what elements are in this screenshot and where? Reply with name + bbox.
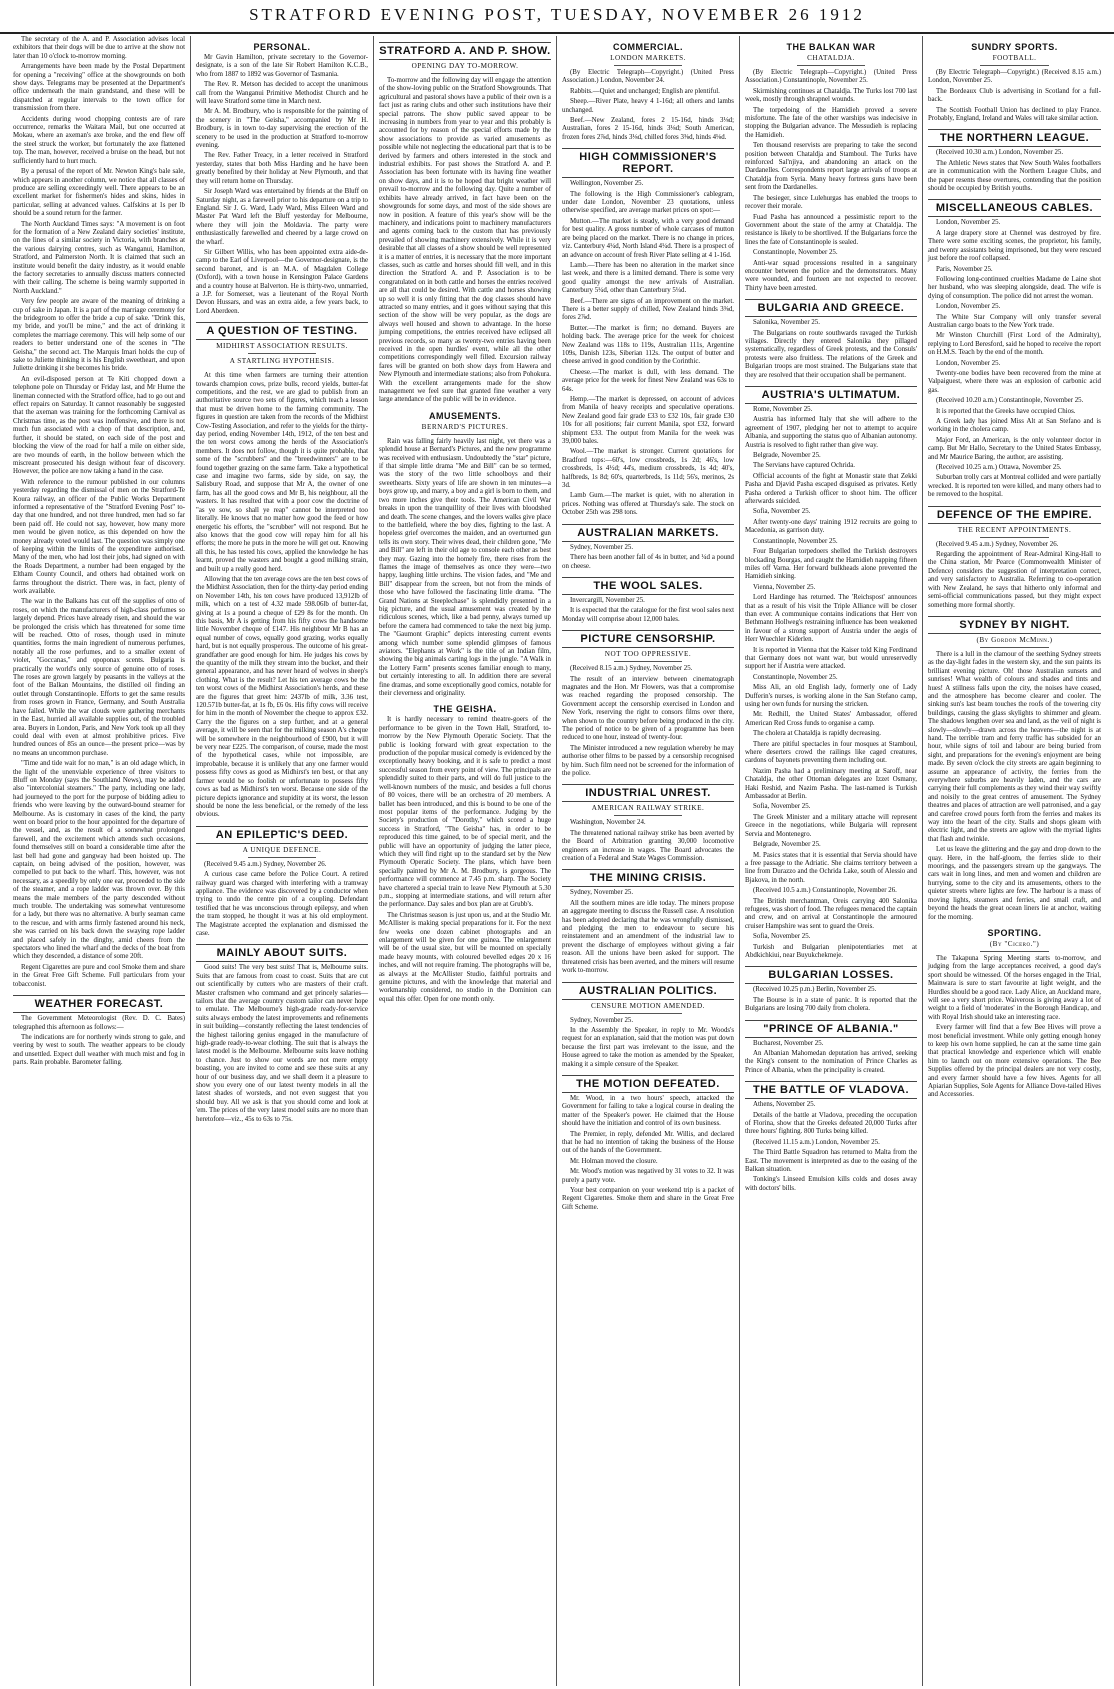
article	[928, 129, 1101, 193]
article-paragraph: The Servians have captured Ochrida.	[753, 462, 855, 470]
article-paragraph: The following is the High Commissioner's cablegram, under date London, November 23 quotations, unless otherwise specified, are average market prices on spot:—	[562, 190, 734, 215]
article-headline: AUSTRIA'S ULTIMATUM.	[745, 386, 917, 404]
article	[745, 42, 917, 293]
divider	[980, 65, 1049, 66]
masthead	[0, 0, 1114, 34]
article-paragraph: Sydney, November 25.	[570, 1016, 634, 1024]
article-paragraph: Allowing that the ten average cows are the ten best cows of the Midhirst Association, then for the thirty-day period ending on November 14th, his ten cows have produced 13,912lb of milk, which on a test of 4.32 made 598.06lb of butter-fat, giving at 1s a pound a cheque of £29 8s for the month. On this basis, Mr A is getting from his fifty cows the handsome little November cheque of £147. His neighbour Mr B has an equal number of cows, equally good grazing, works equally hard, but is not equally prosperous. The outcome of his great-grandfather are good enough for him. He judges his cows by the quantity of the milk they stream into the bucket, and their general appearance, and has never heard of wolves in sheep's clothing. What is the result? Let his ten average cows be the ten worst cows of the Midhirst Association's herds, and these are the figures that greet him: 2437lb of milk, 3.36 test, 120.571b butter-fat, at 1s fb, £6 0s. His fifty cows will receive for him in the month of November the cheque to approx £32. Carry the the figures on a step further, and at a general average, it will be seen that for the milking season A's cheque will be somewhere in the neighbourhood of £900, but it will be very near £225. The comparison, of course, made the most of the hypothetical cases, while not impossible, are improbable, because it is unlikely that any one farmer would possess fifty cows as good as Midhirst's ten best, or that any farmer would be so foolish or unfortunate to possess fifty cows as bad as Midhirst's ten worst. Because one side of the picture depicts ignorance and stupidity at its worst, the lesson should be none the less beneficial, or the remedy of the less obvious.	[196, 575, 368, 819]
article	[379, 704, 551, 1004]
article-paragraph: After twenty-one days' training 1912 recruits are going to Macedonia, as garrison duty.	[745, 518, 917, 535]
article-paragraph: Invercargill, November 25.	[570, 596, 645, 604]
article-subheading: CENSURE MOTION AMENDED.	[591, 1001, 705, 1010]
article-paragraph: Fuad Pasha has announced a pessimistic report to the Government about the state of the army at Chataldja. The resistance is likely to be shortlived. If the Bulgarians force the lines the fate of Constantinople is sealed.	[745, 213, 917, 246]
article-headline: A QUESTION OF TESTING.	[196, 322, 368, 340]
article-paragraph: Butter.—The market is firm; no demand. Buyers are holding back. The average price for the week for choicest New Zealand was 118s to 119s, Australian 111s, Argentine 109s, Danish 123s, Siberian 112s. The output of butter and cheese arrived in good condition by the Corinthic.	[562, 324, 734, 366]
article-headline: SYDNEY BY NIGHT.	[928, 616, 1101, 634]
article-paragraph: Lamb Gum.—The market is quiet, with no alteration in prices. Nothing was offered at Thursday's sale. The stock on October 25th was 298 tons.	[562, 492, 734, 517]
article-paragraph: The secretary of the A. and P. Association advises local exhibitors that their dogs will be due to arrive at the show not later than 10 o'clock to-morrow morning.	[13, 36, 185, 60]
article-headline: COMMERCIAL.	[613, 42, 683, 52]
article-paragraph: Washington, November 24.	[570, 819, 646, 827]
article-paragraph: (Received 8.15 a.m.) Sydney, November 25.	[570, 665, 693, 673]
article-paragraph: To-morrow and the following day will engage the attention of the show-loving public on the Stratford Showgrounds. That agricultural and pastoral shows have a public of their own is a fact just as raring clubs and other such institutions have their special patrons. The show public saved appear to be increasing in numbers from year to year and this probably is accounted for by reason of the special efforts made by the show associations to provide as varied amusements as possible while not neglecting the educational part that is to be derived by farmers and others interested in the stock and industrial exhibits. For past shows the Stratford A. and P. Association has been fortunate with its having fine weather on show days, and it is to be hoped that bright weather will prevail to-morrow and the following day. Quite a number of exhibits have already arrived, in fact have been on the showgrounds for some days, and most of the side shows are now in position. A feature of this year's show will be the machinery, and indications point to machinery manufacturers and agents coming back to the custom that has previously prevailed of showing machinery extensively. While it is very desirable that all classes of a show should be well represented it is a matter of entries, it is necessary that the more important classes, such as cattle and horses should fill well, and in this direction the Stratford A. and P. Association is to be congratulated on in both cattle and horses the entries received are all that could be desired. With cattle and horses showing up so well it is only fitting that the dog classes should have attracted so many entries, and it goes without saying that this section of the show will be very popular, as the dogs are always well housed and shown to advantage. In the horse jumping competitions, the entries received have eclipsed all previous records, so many as twenty-two entries having been received in the open hurdles' event, while all the other competitions correspondingly well filled. Excursion railway fares will be granted on both show days from Hawera and New Plymouth and intermediate stations; also from Pohokura. With the excellent arrangements made for the show management we feel sure that granted fine weather a very large attendance of the public will be in evidence.	[379, 77, 551, 404]
article	[928, 616, 1101, 922]
article-paragraph: The Minister introduced a new regulation whereby he may authorise other films to be passed by a censorship recognised by him. Such film need not be screened for the information of the police.	[562, 744, 734, 777]
article-paragraph: London, November 25.	[936, 303, 1001, 311]
article-paragraph: Arrangements have been made by the Postal Department for opening a "receiving" office at the showgrounds on both show days. Telegrams may be presented at the Department's office underneath the main grandstand, and these will be dispatched at regular intervals to the town office for transmission from there.	[13, 63, 185, 113]
divider	[248, 857, 317, 858]
article-paragraph: Vienna, November 25.	[753, 583, 816, 591]
article	[196, 944, 368, 1124]
article-paragraph: "Time and tide wait for no man," is an old adage which, in the light of the unenviable experience of three visitors to Bluff on Monday (says the Southland News), may be added also "intercolonial steamers." The party, including one lady, had journeyed to the port for the purpose of bidding adieu to friends who were leaving by the outward-bound steamer for Melbourne. As is customary in cases of the kind, the party went on board prior to the hour appointed for the departure of the vessel, and, as the result of a somewhat prolonged farewell, and the excitement which attends such occasions, found themselves still on board a considerable time after the last bell had gone and gangway had been hoisted up. The captain, on being advised of the position, however, was compelled to put back to the wharf. This, however, was not necessary, as a speedily by only one ear, proceeded to the side of the steamer, and a rope ladder was thrown over. By this means the male members of the party descended without much trouble. The undertaking was somewhat venturesome for a lady, but there was no alternative. A burly seaman came to the rescue, and with arms firmly fastened around his neck, she was carried on his back down the swaying rope ladder and placed safely in the dinghy, amid cheers from the spectators who lined the wharf and the decks of the boat from which they descended, a distance of some 20ft.	[13, 760, 185, 961]
article-paragraph: Lamb.—There has been no alteration in the market since last week, and there is a limited demand. There is some very good quality amongst the new arrivals of Australian. Canterbury 5¼d, other than Canterbury 5¼d.	[562, 261, 734, 295]
article-paragraph: (Received 10.5 a.m.) Constantinople, November 26.	[753, 887, 897, 895]
article-headline: THE MOTION DEFEATED.	[562, 1075, 734, 1093]
divider	[614, 65, 683, 66]
article-subheading: OPENING DAY TO-MORROW.	[411, 62, 519, 70]
article-headline: HIGH COMMISSIONER'S REPORT.	[562, 148, 734, 178]
article-headline: THE WOOL SALES.	[562, 577, 734, 595]
article-paragraph: Sofia, November 25.	[753, 508, 811, 516]
divider	[614, 661, 683, 662]
article	[562, 148, 734, 517]
article-subheading: (By Gordon McMinn.)	[976, 635, 1053, 644]
article-paragraph: M. Pasics states that it is essential that Servia should have a free passage to the Adriatic. She claims territory between a line from Durazzo and the Ochrida Lake, south of Alessio and Bjakova, in the north.	[745, 851, 917, 884]
article-paragraph: Ten thousand reservists are preparing to take the second position between Chataldja and Stamboul. The Turks have reinforced Sal'njiya, and abandoning an attack on the Dardanelles. Correspondents report large arrivals of troops at Chataldja from Syria. Many heavy fortress guns have been sent from the Dardanelles.	[745, 142, 917, 192]
article-paragraph: Following long-continued cruelties Madame de Laine shot her husband, who was sleeping alongside, dead. The wife is dying of consumption. The police did not arrest the woman.	[928, 275, 1101, 300]
article	[928, 199, 1101, 499]
divider	[614, 1013, 683, 1014]
article-paragraph: The North Auckland Times says: "A movement is on foot for the formation of a New Zealand dairy societies' institute, on the lines of a similar society in Victoria, with branches at the various dairying centres, such as Wanganui, Hamilton, Stratford, and Palmerston North. It is claimed that such an institute would benefit the dairy industry, as it would enable the factory secretaries to annually discuss matters connected with their calling. The scheme is being warmly supported in North Auckland."	[13, 220, 185, 295]
article-paragraph: Official accounts of the fight at Monastir state that Zekki Pasha and Djavid Pasha escaped disguised as privates. Ketly Pasha ordered a Turkish officer to shoot him. The officer afterwards suicided.	[745, 472, 917, 506]
article-paragraph: Constantinople, November 25.	[753, 537, 838, 545]
article-paragraph: There has been another fall of 4s in butter, and ¼d a pound on cheese.	[562, 554, 734, 570]
article-paragraph: The Bourse is in a state of panic. It is reported that the Bulgarians are losing 700 daily from cholera.	[745, 996, 917, 1013]
article-headline: THE GEISHA.	[433, 704, 497, 715]
article	[379, 42, 551, 405]
article-headline: AUSTRALIAN MARKETS.	[562, 524, 734, 542]
article-subheading: AMERICAN RAILWAY STRIKE.	[591, 804, 705, 813]
article	[13, 36, 185, 989]
article-headline: BULGARIAN LOSSES.	[745, 966, 917, 984]
divider	[980, 537, 1049, 538]
article-paragraph: Mutton.—The market is steady, with a very good demand for best quality. A gross number of whole carcases of mutton are being placed on the market. There is no change in prices, viz. Canterbury 4¼d, North Island 4¼d. There is a prospect of an advance on account of fresh River Plate selling at 4 1-16d.	[562, 217, 734, 259]
article-paragraph: There are pitiful spectacles in four mosques at Stamboul, where deserters crowd the railings like caged creatures, cardons of bayonets preventing them including out.	[745, 740, 917, 765]
article-paragraph: Miss Ali, an old English lady, formerly one of Lady Dufferin's nurses, is working alone in the San Stefano camp, using her own funds for nursing the stricken.	[745, 684, 917, 708]
article	[196, 42, 368, 316]
article	[562, 982, 734, 1069]
article	[562, 577, 734, 624]
article-paragraph: Mr. Wood's motion was negatived by 31 votes to 32. It was purely a party vote.	[562, 1168, 734, 1184]
article-paragraph: Anti-war squad processions resulted in a sanguinary encounter between the police and the demonstrators. Many were wounded, and fourteen are not expected to recover. Thirty have been arrested.	[745, 259, 917, 292]
article-paragraph: Belgrade, November 25.	[753, 841, 821, 849]
article-paragraph: At this time when farmers are turning their attention towards champion cows, prize bulls, record yields, butter-fat competitions, and the rest, we are glad to publish from an authoritative source two sets of figures, which teach a lesson that must be driven home to the farming community. The figures in question are taken from the records of the Midhirst Cow-Testing Association, and refer to the yields for the thirty-day period, ending November 14th, 1912, of the ten best and the ten worst cows among the herds of the Association's members. It does not follow, though it is quite probable, that some of the "scrubbers" and the "breedwinners" are to be found together grazing on the same farm. Take a hypothetical case and imagine two farms, side by side, on say, the Salisbury Road, and suppose that Mr A, the owner of one farm, has all the good cows and Mr B, his neighbour, all the wasters. It has resulted that with a poor cow the doctrine of "as ye sow, so shall ye reap" cannot be interpreted too literally. He knows that no matter how good the feed or how energetic his efforts, the "scrubber" will not respond. But he also knows that the good cow will repay him for all his efforts; the more he puts in the more he will get out. Knowing all this, he has tested his cows, applied the knowledge he has learnt, proved the wasters and bought a good milking strain, and built up a really good herd.	[196, 372, 368, 573]
article-paragraph: (Received 9.45 a.m.) Sydney, November 26.	[936, 540, 1059, 548]
article-paragraph: Rain was falling fairly heavily last night, yet there was a splendid house at Bernard's Pictures, and the new programme was received with enthusiasm. Undoubtedly the "star" picture, if that simple little drama "Me and Bill" can be so termed, was the story of the two little schoolboys and their sweethearts. Sixty years of life are shown in ten minutes—a boys grow up, and marry, a boy and a girl is born to them, and two more inches give their tools. The American Civil War breaks in upon the tranquillity of their lives with bloodshed and death. The scene changes, and the lovers walks give place to the battlefield, where the boy dies, fighting to the last. A hopeless grief overcomes the maiden, and an overturned gun tells its own story. Their wives dead, their children gone, "Me and Bill" are left in their old age to console each other as best they may. Gazing into the homely fire, there rises from the flames the image of themselves as once they were—two happy, laughing little urchins. The vision fades, and "Me and Bill" disappear from the screen, but not from the minds of those who have followed the fascinating little drama. "The Grand Nations at Steeplechase" is splendidly presented in a big picture, and the usual amusement was created by the ridiculous scenes, which, like a bad penny, always turned up before the camera had commenced to take the next big jump. The "Gaumont Graphic" depicts interesting current events among which number some splendid glimpses of famous aviators. "Elephants at Work" is the title of an Indian film, showing the big animals carting logs in the jungle. "A Walk in the Lottery Farm" presents scenes familiar enough to many, but certainly interesting to all. In addition there are several fine dramas, and some exceptionally good comics, notable for their cleverness and originality.	[379, 437, 551, 698]
article-paragraph: Tonking's Linseed Emulsion kills colds and doses away with doctors' bills.	[745, 1176, 917, 1192]
article-paragraph: Lord Hardinge has returned. The 'Reichspost' announces that as a result of his visit the Triple Alliance will be closer than ever. A communique contains indications that Herr von Bethmann Hollweg's restraining influence has been weakened in favour of a strong support of Austria under the aegis of Herr Wuechler Kiderlen.	[745, 594, 917, 644]
article-paragraph: Good suits! The very best suits! That is, Melbourne suits. Suits that are famous from coast to coast. Suits that are cut out scientifically by cutters who are masters of their craft. Master craftsmen who command and get princely salaries—tailors that the average country custom tailor can never hope to emulate. The Melbourne's high-grade ready-for-service suits always embody the latest improvements and refinements in suit building—constantly reflecting the latest tendencies of the highest tailoring genius engaged in the manufacture of high-grade ready-to-wear clothing. The suit that is always the latest model is the Melbourne. Melbourne suits leave nothing to chance. Just to show our words are not mere empty boasting, you are invited to come and see these suits at any hour of our business day, and we shall deem it a pleasure to show you every one of our latest twenty models in all the latest shades of worsteds, and not even suggest that you should buy. All we ask is that you should come and look at 'em. The prices of the very latest model suits are no more than heretofore—viz., 45s to 63s to 75s.	[196, 964, 368, 1123]
article-paragraph: The Rev. Father Treacy, in a letter received in Stratford yesterday, states that both Miss Harding and he have been greatly benefited by their holiday at New Plymouth, and that they will return home on Thursday.	[196, 152, 368, 185]
article-paragraph: Very few people are aware of the meaning of drinking a cup of sake in Japan. It is a part of the marriage ceremony for the bridegroom to offer the bride a cup of sake. "Drink this, my bride, and you'll be mine," and the act of drinking it completes the marriage ceremony. This will help some of our readers to better understand one of the scenes in "The Geisha," the second act. The Marquis Imari holds the cup of sake to Juliette thinking it is his English sweetheart, and upon Juliette drinking it she becomes his bride.	[13, 298, 185, 373]
article-paragraph: Sydney, November 25.	[570, 889, 634, 897]
article-paragraph: The indications are for northerly winds strong to gale, and veering by west to south. The weather appears to be cloudy and unsettled. Expect dull weather with much mist and fog in parts. Rain probable. Barometer falling.	[13, 1033, 185, 1067]
article-paragraph: Sheep.—River Plate, heavy 4 1-16d; all others and lambs unchanged.	[562, 98, 734, 114]
article-paragraph: The Bordeaux Club is advertising in Scotland for a full-back.	[928, 87, 1101, 104]
article-paragraph: Salonika, November 25.	[753, 319, 820, 327]
article-paragraph: Cheese.—The market is dull, with less demand. The average price for the week for finest New Zealand was 63s to 64s.	[562, 368, 734, 393]
article-paragraph: The Athletic News states that New South Wales footballers are in communication with the Northern League Clubs, and the paper resents these overtures, contending that the position should be occupied by British youths.	[928, 159, 1101, 193]
article-subheading: NOT TOO OPPRESSIVE.	[604, 650, 692, 659]
article-headline: "PRINCE OF ALBANIA."	[745, 1020, 917, 1038]
article-paragraph: Bucharest, November 25.	[753, 1039, 824, 1047]
divider	[614, 815, 683, 816]
article-paragraph: Mr. Wood, in a two hours' speech, attacked the Government for failing to take a logical course in dealing the matter of the Speaker's power. He claimed that the House should have the initiation and control of its own business.	[562, 1094, 734, 1128]
article-paragraph: (Received 9.45 a.m.) Sydney, November 26.	[204, 860, 327, 868]
divider	[797, 65, 866, 66]
divider	[431, 73, 500, 74]
newspaper-columns	[8, 36, 1106, 1686]
article-paragraph: London, November 25.	[936, 359, 1001, 367]
article-subheading: MIDHIRST ASSOCIATION RESULTS.	[216, 342, 348, 351]
article-paragraph: Every farmer will find that a few Bee Hives will prove a most beneficial investment. While only getting enough honey to keep his own home supplied, he can at the same time gain that practical knowledge and experience which will enable him to launch out on more extensive operations. The Bee Supplies offered by the principal dealers are not very costly, and every farmer should have a few hives. Agents for all Apiarian Supplies, Sole Agents for Alliance Dove-tailed Hives and Accessories.	[928, 1024, 1101, 1099]
article-headline: THE BALKAN WAR	[786, 42, 876, 52]
article-paragraph: Rabbits.—Quiet and unchanged; English are plentiful.	[570, 87, 720, 95]
article-paragraph: Austria has informed Italy that she will adhere to the agreement of 1907, pledging her not to attempt to acquire Albania, and supporting the status quo of Albanian autonomy. Austria is resolved to fight rather than give way.	[745, 416, 917, 449]
article-paragraph: In the Assembly the Speaker, in reply to Mr. Woods's request for an explanation, said that the motion was put down because the first part was irrelevant to the issue, and the House agreed to take the motion as amended by the Speaker, making it a simple censure of the Speaker.	[562, 1026, 734, 1068]
column-5	[740, 36, 923, 1686]
article-paragraph: Regent Cigarettes are pure and cool Smoke them and share in the Great Free Gift Scheme. Full particulars from your tobacconist.	[13, 963, 185, 988]
article-headline: INDUSTRIAL UNREST.	[562, 784, 734, 802]
article-paragraph: The war in the Balkans has cut off the supplies of otto of roses, on which the manufacturers of high-class perfumes so largely depend. Prices have already risen, and should the war be prolonged the crisis which has threatened for some time will be reached. Otto of roses, though used in minute quantities, forms the main ingredient of numerous perfumes, notably all the rose perfumes, and to a smaller extent of violet, "Goccanas," and opoponax scents. Bulgaria is practically the world's only source of genuine otto of roses. The roses are grown largely by peasants in the valleys at the foot of the Balkan Mountains, the distilled oil finding an outlet through Constantinople. Efforts to get the same results from roses grown in France, Germany, and South Australia have failed. While the war clouds were gathering merchants in the East, hurried all available supplies out, of the troubled area. Buyers in London, Paris, and New York took up all they could deal with even at almost prohibitive prices. Five hundred ounces of 85s an ounce—the present price—was by no means an uncommon purchase.	[13, 598, 185, 757]
article	[562, 1075, 734, 1212]
article	[562, 524, 734, 571]
article-paragraph: A large drapery store at Chennel was destroyed by fire. There were some exciting scenes, the proprietor, his family, and twenty assistants being imprisoned, but they were rescued just before the roof collapsed.	[928, 229, 1101, 263]
article	[196, 322, 368, 820]
article-paragraph: The Government Meteorologist (Rev. D. C. Bates) telegraphed this afternoon as follows:—	[13, 1015, 185, 1031]
article-subheading: CHATALDJA.	[807, 54, 855, 62]
article	[562, 869, 734, 975]
article-headline: MISCELLANEOUS CABLES.	[928, 199, 1101, 217]
article-paragraph: Your best companion on your weekend trip is a packet of Regent Cigarettes. Smoke them and share in the Great Free Gift Scheme.	[562, 1187, 734, 1211]
divider	[248, 368, 317, 369]
divider	[248, 353, 317, 354]
article-paragraph: Mr A. M. Brodbury, who is responsible for the painting of the scenery in "The Geisha," accompanied by Mr H. Brodbury, is in town to-day supervising the erection of the scenery to be used in the production at Stratford to-morrow evening.	[196, 108, 368, 150]
article-paragraph: Beef.—New Zealand, fores 2 15-16d, hinds 3⅛d; Australian, fores 2 15-16d, hinds 3⅛d; South American, frozen fores 2⅞d, hinds 3⅛d, chilled fores 3⅜d, hinds 4⅛d.	[562, 117, 734, 141]
article-subheading: A STARTLING HYPOTHESIS.	[229, 357, 335, 366]
article-paragraph: Sir Gilbert Willis, who has been appointed extra aide-de-camp to the Earl of Liverpool—the Governor-designate, is the second baronet, and is an M.A. of Magdalen College (Oxford), with a town house in Kensington Palace Gardens and a country house at Balverton. He is thirty-two, unmarried, a J.P. for Somerset, was a lieutenant of the Royal North Devon Hussars, and was an extra aide, a few years back, to Lord Aberdeen.	[196, 248, 368, 315]
article-paragraph: Athens, November 25.	[753, 1101, 816, 1109]
article-paragraph: Accidents during wood chopping contests are of rare occurrence, remarks the Waitara Mail, but one occurred at Mokau, where an axeman's axe broke, and the end flew off the steel struck the worker, but fortunately the axe flattened top. The man, however, received a bruise on the head, but not sufficiently hard to hurt much.	[13, 115, 185, 165]
divider	[431, 434, 500, 435]
article-paragraph: A Greek lady has joined Miss Alt at San Stefano and is working in the cholera camp.	[928, 418, 1101, 434]
article-paragraph: Sofia, November 25.	[753, 803, 811, 811]
article-paragraph: Major Ford, an American, is the only volunteer doctor in camp. But Mr Hallo, Secretary to the United States Embassy, and Mr Maurice Baring, the author, are assisting.	[928, 436, 1101, 461]
article-headline: MAINLY ABOUT SUITS.	[196, 944, 368, 962]
article	[379, 411, 551, 699]
divider	[980, 647, 1049, 648]
article-paragraph: Twenty-one bodies have been recovered from the mine at Valpaiguest, where there was an explosion of carbonic acid gas.	[928, 369, 1101, 394]
article-headline: THE MINING CRISIS.	[562, 869, 734, 887]
article-headline: AUSTRALIAN POLITICS.	[562, 982, 734, 1000]
article-paragraph: (Received 11.15 a.m.) London, November 25.	[753, 1138, 880, 1146]
article-subheading: A UNIQUE DEFENCE.	[242, 845, 322, 854]
article-paragraph: The cholera at Chataldja is rapidly decreasing.	[753, 730, 881, 738]
article-paragraph: A curious case came before the Police Court. A retired railway guard was charged with interfering with a tramway appliance. The evidence was discovered by a conductor when trying to undo the centre pin of a coupling. Defendant testified that he was unconscious through epilepsy, and when the tram stopped, he thought it was at his old employment. The Magistrate accepted the explanation and dismissed the case.	[196, 871, 368, 937]
article	[745, 299, 917, 380]
article-headline: THE NORTHERN LEAGUE.	[928, 129, 1101, 147]
article-paragraph: Constantinople, November 25.	[753, 249, 838, 257]
article-paragraph: There is a lull in the clamour of the seething Sydney streets as the day-light fades in the western sky, and the sun paints its brilliant evening picture. Oh! those Australian sunsets and sunrises! What wealth of colours and shades and tints and hues! A stillness falls upon the city, the noises have ceased, and the atmosphere has become clearer and cooler. The sinking sun's last beam touches the roofs of the towering city buildings, causing the glass skylights to shimmer and gleam. The shadows lengthen over sea and land, as the veil of night is slowly—slowly—drawn across the heavens—the night is at hand. The terrible tram and ferry traffic has subsided for an hour, while signs of toil and labour are being buried from sight, and preparations for the evening's enjoyment are being made. By seven o'clock the city streets are again beginning to assume an appearance of activity, the ferries from the everywhere suburbs are heavily laden, and the cars are carrying their full complements as they wind their way swiftly and noisily to the great centres of amusement. The Sydney theatres and places of attraction are well patronised, and a gay and carefree crowd pours forth from the ferries and makes its way into the heart of the city. Stalls and shops gleam with electric light, and the streets are aglow with the myriad lights that flash and twinkle.	[928, 650, 1101, 843]
column-1	[8, 36, 191, 1686]
article-paragraph: The besieger, since Lulehurgas has enabled the troops to recover their morale.	[745, 194, 917, 211]
article-headline: PERSONAL.	[253, 42, 311, 52]
article-paragraph: Sir Joseph Ward was entertained by friends at the Bluff on Saturday night, as a farewell prior to his departure on a trip to England. Sir J. G. Ward, Lady Ward, Miss Eileen Ward and Master Pat Ward left the Bluff yesterday for Melbourne, where they will join the Moldavia. The party were enthusiastically farewelled and cheered by a large crowd on the wharf.	[196, 188, 368, 246]
article-paragraph: The Premier, in reply, defended Mr. Willis, and declared that he had no intention of taking the business of the House out of the hands of the Government.	[562, 1130, 734, 1155]
article-paragraph: Mr Winston Churchill (First Lord of the Admiralty), replying to Lord Beresford, said he hoped to receive the report on H.M.S. Teach by the end of the month.	[928, 332, 1101, 357]
article-paragraph: It is reported in Vienna that the Kaiser told King Ferdinand that Germany does not want war, but would unreservedly support her if Austria were attacked.	[745, 646, 917, 671]
article-paragraph: Constantinople, November 25.	[753, 673, 838, 681]
article-paragraph: Turkish and Bulgarian plenipotentiaries met at Abdkichkiui, near Buyukchekmeje.	[745, 943, 917, 959]
article-headline: WEATHER FORECAST.	[13, 995, 185, 1013]
article-subheading: (By "Cicero.")	[989, 939, 1040, 948]
article-paragraph: Regarding the appointment of Rear-Admiral King-Hall to the China station, Mr Pearce (Commonwealth Minister of Defence) considers the suggestion of interpretation correct, and very satisfactory to Australia. Referring to co-operation with New Zealand, he says that hitherto only informal and semi-official communications passed, but they might expect something more formal shortly.	[928, 551, 1101, 609]
column-6	[923, 36, 1106, 1686]
article-paragraph: It is hardly necessary to remind theatre-goers of the performance to be given in the Town Hall, Stratford, to-morrow by the New Plymouth Operatic Society. That the public is looking forward with great expectation to the production of the popular musical comedy is evidenced by the exceptionally heavy booking, and it is safe to predict a most successful season from every point of view. The principals are splendidly suited to their parts, and will do full justice to the well-known numbers of the music, and besides a full chorus of 80 voices, there will be an orchestra of 20 members. A ballet has been introduced, and this is bound to be one of the most popular items of the performance. Judging by the Society's production of "Dorothy," which scored a huge success in Stratford, "The Geisha" has, in order to be reproduced this time gained, to be of special merit, and the public will have an opportunity of judging the latter piece, which they will find right up to the standard set by the New Plymouth Operatic Society. The plans, which have been specially painted by Mr A. M. Brodbury, is gorgeous. The performance will commence at 7.45 p.m. sharp. The Society have chartered a special train to leave New Plymouth at 5.30 p.m., stopping at intermediate stations, and will return after the performance. Day sales and box plan are at Grubb's.	[379, 716, 551, 909]
article-paragraph: An evil-disposed person at Te Kiti chopped down a telephone pole on Thursday or Friday last, and Mr Hume the lineman connected with the Stratford office, had to go out and effect repairs on Saturday. It cannot reasonably be suggested that the axeman was training for the forthcoming Carnival as Christmas time, as the post was inoffensive, and there is not much fun associated with a chop of that description, and, further, it should be stated, on each side of the post and blocking the view of the road for half a mile on either side, are two mounds of earth, in the hollow between which the miscreant prosecuted his design without fear of discovery. However, the police are now taking a hand in the case.	[13, 375, 185, 476]
article	[745, 386, 917, 960]
article-paragraph: The Christmas season is just upon us, and at the Studio Mr. McAllister is making special preparations for it. For the next few weeks one dozen cabinet photographs and an enlargement will be given for one guinea. The enlargement will be of the usual size, but will be mounted on specially made heavy mounts, with coloured bevelled edges 20 x 16 inches, and will not require framing. The photographs will be, as always at the McAllister Studio, faithful portraits and genuine pictures, and with the knowledge that material and workmanship considered, no studio in the Dominion can equal this offer. Open for one month only.	[379, 911, 551, 1003]
article-paragraph: An Albanian Mahomedan deputation has arrived, seeking the King's consent to the nomination of Prince Charles as Prince of Albania, when the principality is created.	[745, 1050, 917, 1074]
article-paragraph: It is expected that the catalogue for the first wool sales next Monday will comprise about 12,000 bales.	[562, 607, 734, 623]
article-paragraph: Mr. Holman moved the closure.	[570, 1157, 658, 1165]
article-paragraph: The Greek Minister and a military attache will represent Greece in the negotiations, while Bulgaria will represent Servia and Montenegro.	[745, 813, 917, 838]
article-paragraph: Sofia, November 25.	[753, 933, 811, 941]
article	[562, 784, 734, 863]
article-paragraph: Four Bulgarian torpedoers shelled the Turkish destroyers blockading Bourgas, and caught the Hamidieh napping fifteen miles off Varna. Her forward bulkheads alone prevented the Hamidieh sinking.	[745, 548, 917, 581]
article-paragraph: The Rev. R. Metson has decided to accept the unanimous call from the Wanganui Primitive Methodist Church and he will leave Stratford some time in March next.	[196, 81, 368, 106]
article-paragraph: The Third Battle Squadron has returned to Malta from the East. The movement is interpreted as due to the easing of the Balkan situation.	[745, 1149, 917, 1174]
article-paragraph: The result of an interview between cinematograph magnates and the Hon. Mr Flowers, was that a compromise was reached regarding the proposed censorship. The Government accept the censorship exercised in London and New York, reserving the right to consors films over there, when shown to the country before being produced in the city. The period of notice to be given of a programme has been reduced to one hour, instead of twenty-four.	[562, 675, 734, 742]
article	[928, 506, 1101, 610]
article	[745, 1081, 917, 1193]
article-headline: STRATFORD A. AND P. SHOW.	[379, 42, 551, 60]
article-paragraph: (Received 10.20 a.m.) Constantinople, November 25.	[936, 397, 1084, 405]
article-paragraph: (Received 10.30 a.m.) London, November 25.	[936, 149, 1064, 157]
article-paragraph: Let us leave the glittering and the gay and drop down to the quay. Here, in the half-gloom, the ferries slide to their moorings, and the passengers stream up the gangways. The cars wait in long lines, and men and women and children are hurrying, some to the city and its amusements, others to the quieter streets where lights are few. The harbour is a mass of moving lights, steamers and ferries, and small craft, and beyond the heads the great ocean liners lie at anchor, waiting for the morning.	[928, 846, 1101, 921]
article-paragraph: (By Electric Telegraph—Copyright.) (United Press Association.) Constantinople, November 25.	[745, 69, 917, 85]
article-paragraph: Suburban trolly cars at Montreal collided and were partially wrecked. It is reported ten were killed, and many others had to be removed to the hospital.	[928, 474, 1101, 499]
article	[196, 826, 368, 939]
article-headline: PICTURE CENSORSHIP.	[562, 630, 734, 648]
article-headline: AN EPILEPTIC'S DEED.	[196, 826, 368, 844]
article-paragraph: The Takapuna Spring Meeting starts to-morrow, and judging from the large acceptances received, a good day's sport should be witnessed. Of the horses engaged in the Trial, Mainwara is sure to start favourite at light weight, and the Hurdles should be a good race. Lady Alice, an Auckland mare, will see a very short price. Waiverous is giving away a lot of weight to a field of 'moderates' in the Borough Handicap, and with Royal Irish should take an interesting race.	[928, 954, 1101, 1021]
article-paragraph: Nazim Pasha had a preliminary meeting at Saroff, near Chataldja, the other Ottoman delegates are Izzet Osmany, Haki Reshid, and Nazim Pasha. The last-named is Turkish Ambassador at Berlin.	[745, 767, 917, 801]
article-paragraph: The torpedoing of the Hamidieh proved a severe misfortune. The fate of the other warships was indecisive in stopping the Bulgarian advance. The Messudieh is replacing the Hamidieh.	[745, 106, 917, 139]
masthead-title: STRATFORD EVENING POST, TUESDAY, NOVEMBER 26 1912	[249, 5, 865, 24]
article-headline: AMUSEMENTS.	[428, 410, 501, 421]
article-headline: THE BATTLE OF VLADOVA.	[745, 1081, 917, 1099]
article-paragraph: Hemp.—The market is depressed, on account of advices from Manila of heavy receipts and speculative operations. New Zealand good fair grade £33 to £32 10s, fair grade £30 10s for all positions; fair current Manila, spot £32, forward shipment £33. The output from Manila for the week was 39,000 bales.	[562, 396, 734, 446]
article-headline: DEFENCE OF THE EMPIRE.	[928, 506, 1101, 524]
article-headline: BULGARIA AND GREECE.	[745, 299, 917, 317]
article-paragraph: It is reported that the Greeks have occupied Chios.	[936, 407, 1076, 415]
article-subheading: FOOTBALL.	[992, 54, 1037, 62]
article-paragraph: The threatened national railway strike has been averted by the Board of Arbitration granting 30,000 locomotive engineers an increase in wages. The Board advocates the creation of a Federal and State Wages Commission.	[562, 829, 734, 863]
article-headline: SPORTING.	[987, 927, 1042, 938]
article-subheading: THE RECENT APPOINTMENTS.	[957, 525, 1072, 534]
article-paragraph: The Bulgarians on route southwards ravaged the Turkish villages. Directly they entered Salonika they pillaged systematically, regardless of Greek protests, and the Consuls' protests were also fruitless. The relations of the Greek and Bulgarian troops are most strained. The Bulgarians state that they are resolved that their occupation shall be permanent.	[745, 329, 917, 379]
article-paragraph: The British merchantman, Oreis carrying 400 Salonika refugees, was short of food. The refugees menaced the captain and crew, and on arrival at Constantinople the armoured cruiser Hampshire was sent to guard the Oreis.	[745, 897, 917, 930]
article-paragraph: The Scottish Football Union has declined to play France. Probably, England, Ireland and Wales will take similar action.	[928, 106, 1101, 123]
article	[562, 630, 734, 778]
column-3	[374, 36, 557, 1686]
article-headline: SUNDRY SPORTS.	[971, 42, 1058, 52]
article-paragraph: (By Electric Telegraph—Copyright.) (Received 8.15 a.m.) London, November 25.	[928, 69, 1101, 85]
article-paragraph: With reference to the rumour published in our columns yesterday regarding the dismissal of men on the Stratford-Te Koura railway, an officer of the Public Works Department informed a representative of the "Stratford Evening Post" to-day that one hundred, and not three hundred, men had so far been paid off. He could not say, however, how many more men would be given notice, as this depended on how the money already voted would last. The question was simply one of keeping within the limits of the expenditure authorised. Many of the men, who had lost their jobs, had signed on with the Roads Department, a number had been engaged by the Eltham County Council, and others had obtained work on farms throughout the district. There was, in fact, plenty of work available.	[13, 478, 185, 595]
article-paragraph: By a perusal of the report of Mr. Newton King's bale sale, which appears in another column, we notice that all classes of produce are selling exceedingly well. There appears to be an excellent market for fishermen's hides and skins, hides in particular, selling at advanced values. Calfskins at 1s per lb should be a sound return for the farmer.	[13, 168, 185, 218]
article-paragraph: Beef.—There are signs of an improvement on the market. There is a better supply of chilled, New Zealand hinds 3⅜d, fores 2⅞d.	[562, 297, 734, 322]
divider	[980, 951, 1049, 952]
article-paragraph: Wool.—The market is stronger. Current quotations for Bradford tops:—60's, low crossbreds, 1s 2d; 46's, low crossbreds, 1s 4½d; 44's, medium crossbreds, 1s 4d; 40's, halfbreds, 1s 8d; 60's, quarterbreds, 1s 11d; 56's, merinos, 2s 3d.	[562, 448, 734, 490]
article-paragraph: Rome, November 25.	[753, 406, 813, 413]
column-4	[557, 36, 740, 1686]
article	[562, 42, 734, 142]
article-paragraph: Wellington, November 25.	[570, 180, 644, 188]
article-paragraph: Sydney, November 25.	[570, 543, 634, 551]
article-paragraph: (Received 10.25 p.m.) Berlin, November 25.	[753, 986, 877, 994]
article-paragraph: Mr Gavin Hamilton, private secretary to the Governor-designate, is a son of the late Sir Robert Hamilton K.C.B., who from 1887 to 1892 was Governor of Tasmania.	[196, 54, 368, 78]
article-paragraph: Mr. Redhill, the United States' Ambassador, offered American Red Cross funds to organise a camp.	[745, 711, 917, 727]
article-paragraph: The White Star Company will only transfer several Australian cargo boats to the New York trade.	[928, 313, 1101, 329]
article-subheading: BERNARD'S PICTURES.	[421, 422, 509, 431]
article	[928, 928, 1101, 1100]
article	[928, 42, 1101, 123]
article-subheading: LONDON MARKETS.	[610, 54, 686, 62]
article-paragraph: (By Electric Telegraph—Copyright.) (United Press Association.) London, November 24.	[562, 69, 734, 85]
column-2	[191, 36, 374, 1686]
article-paragraph: (Received 10.25 a.m.) Ottawa, November 25.	[936, 464, 1062, 472]
article-paragraph: Details of the battle at Vladova, preceding the occupation of Florina, show that the Greeks defeated 20,000 Turks after three hours' fighting. 800 Turks being killed.	[745, 1111, 917, 1136]
article-paragraph: Paris, November 25.	[936, 265, 993, 273]
article	[745, 966, 917, 1013]
article-paragraph: Skirmishing continues at Chataldja. The Turks lost 700 last week, mostly through shrapnel wounds.	[745, 87, 917, 104]
article-paragraph: All the southern mines are idle today. The miners propose an aggregate meeting to discuss the Russell case. A resolution has been adopted declaring that he was wrongfully dismissed, and pledging the men to endeavour to secure his reinstatement and an amendment of the industrial law to prevent the discharge of employees without giving a fair reason. All the unions have been asked for support. The threatened crisis has been averted, and the miners will resume work to-morrow.	[562, 899, 734, 975]
article	[13, 995, 185, 1067]
article-paragraph: London, November 25.	[936, 219, 1001, 227]
article-paragraph: Belgrade, November 25.	[753, 452, 821, 460]
article	[745, 1020, 917, 1076]
